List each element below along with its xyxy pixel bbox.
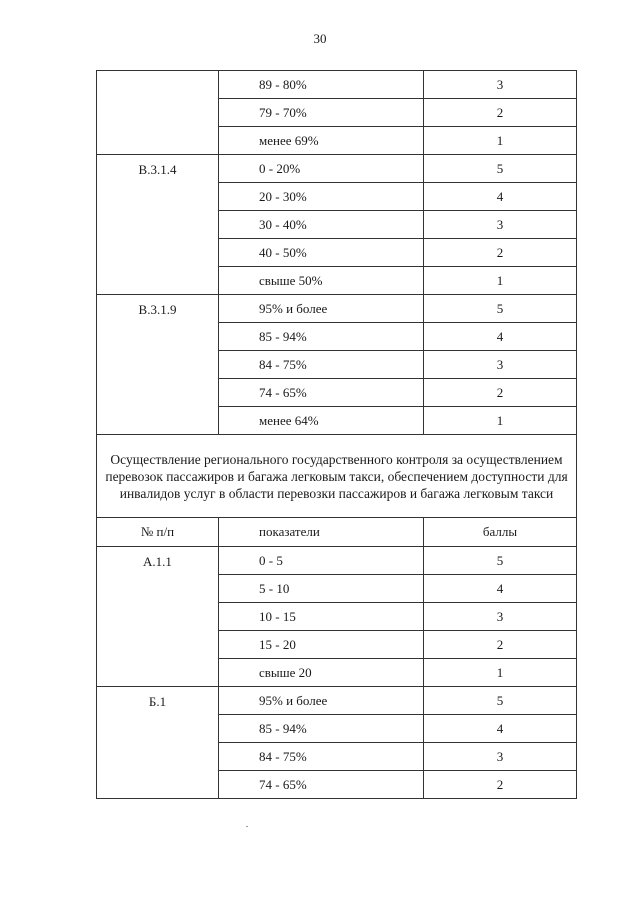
table-row bbox=[97, 295, 577, 323]
indicator-cell: 84 - 75% bbox=[219, 351, 424, 379]
indicator-cell: свыше 20 bbox=[219, 659, 424, 687]
table-body-bottom bbox=[97, 547, 577, 799]
points-cell: 5 bbox=[424, 295, 577, 323]
indicator-cell: 74 - 65% bbox=[219, 771, 424, 799]
scan-artifact bbox=[246, 826, 248, 827]
indicator-cell: 30 - 40% bbox=[219, 211, 424, 239]
scoring-table bbox=[96, 70, 577, 799]
indicator-cell: свыше 50% bbox=[219, 267, 424, 295]
section-title: Осуществление регионального государственного контроля за осуществлением перевозок пассажиров и багажа легковым такси, обеспечением доступности для инвалидов услуг в области перевозки пассажиров и багажа легковым такси bbox=[97, 435, 577, 518]
indicator-cell: 20 - 30% bbox=[219, 183, 424, 211]
row-code: В.3.1.9 bbox=[97, 295, 219, 435]
section-block bbox=[97, 435, 577, 547]
points-cell: 3 bbox=[424, 351, 577, 379]
indicator-cell: 74 - 65% bbox=[219, 379, 424, 407]
points-cell: 4 bbox=[424, 715, 577, 743]
points-cell: 3 bbox=[424, 71, 577, 99]
indicator-cell: 85 - 94% bbox=[219, 715, 424, 743]
indicator-cell: менее 64% bbox=[219, 407, 424, 435]
points-cell: 2 bbox=[424, 631, 577, 659]
points-cell: 1 bbox=[424, 659, 577, 687]
header-points: баллы bbox=[424, 518, 577, 547]
points-cell: 3 bbox=[424, 211, 577, 239]
points-cell: 2 bbox=[424, 99, 577, 127]
indicator-cell: 0 - 20% bbox=[219, 155, 424, 183]
points-cell: 5 bbox=[424, 547, 577, 575]
points-cell: 4 bbox=[424, 575, 577, 603]
points-cell: 5 bbox=[424, 155, 577, 183]
row-code: Б.1 bbox=[97, 687, 219, 799]
table-body-top bbox=[97, 71, 577, 435]
points-cell: 2 bbox=[424, 771, 577, 799]
indicator-cell: 79 - 70% bbox=[219, 99, 424, 127]
points-cell: 5 bbox=[424, 687, 577, 715]
table-row bbox=[97, 155, 577, 183]
indicator-cell: 95% и более bbox=[219, 295, 424, 323]
points-cell: 1 bbox=[424, 407, 577, 435]
row-code: А.1.1 bbox=[97, 547, 219, 687]
points-cell: 2 bbox=[424, 239, 577, 267]
indicator-cell: 89 - 80% bbox=[219, 71, 424, 99]
header-row bbox=[97, 518, 577, 547]
row-code: В.3.1.4 bbox=[97, 155, 219, 295]
indicator-cell: 15 - 20 bbox=[219, 631, 424, 659]
indicator-cell: 40 - 50% bbox=[219, 239, 424, 267]
indicator-cell: 84 - 75% bbox=[219, 743, 424, 771]
points-cell: 3 bbox=[424, 603, 577, 631]
page-number: 30 bbox=[313, 31, 327, 46]
header-num: № п/п bbox=[97, 518, 219, 547]
section-row bbox=[97, 435, 577, 518]
points-cell: 1 bbox=[424, 127, 577, 155]
points-cell: 4 bbox=[424, 323, 577, 351]
points-cell: 1 bbox=[424, 267, 577, 295]
points-cell: 2 bbox=[424, 379, 577, 407]
points-cell: 3 bbox=[424, 743, 577, 771]
indicator-cell: 0 - 5 bbox=[219, 547, 424, 575]
points-cell: 4 bbox=[424, 183, 577, 211]
indicator-cell: 5 - 10 bbox=[219, 575, 424, 603]
table-row bbox=[97, 547, 577, 575]
header-indicator: показатели bbox=[219, 518, 424, 547]
indicator-cell: 95% и более bbox=[219, 687, 424, 715]
row-code bbox=[97, 71, 219, 155]
table-row bbox=[97, 687, 577, 715]
indicator-cell: 85 - 94% bbox=[219, 323, 424, 351]
indicator-cell: 10 - 15 bbox=[219, 603, 424, 631]
indicator-cell: менее 69% bbox=[219, 127, 424, 155]
table-row bbox=[97, 71, 577, 99]
